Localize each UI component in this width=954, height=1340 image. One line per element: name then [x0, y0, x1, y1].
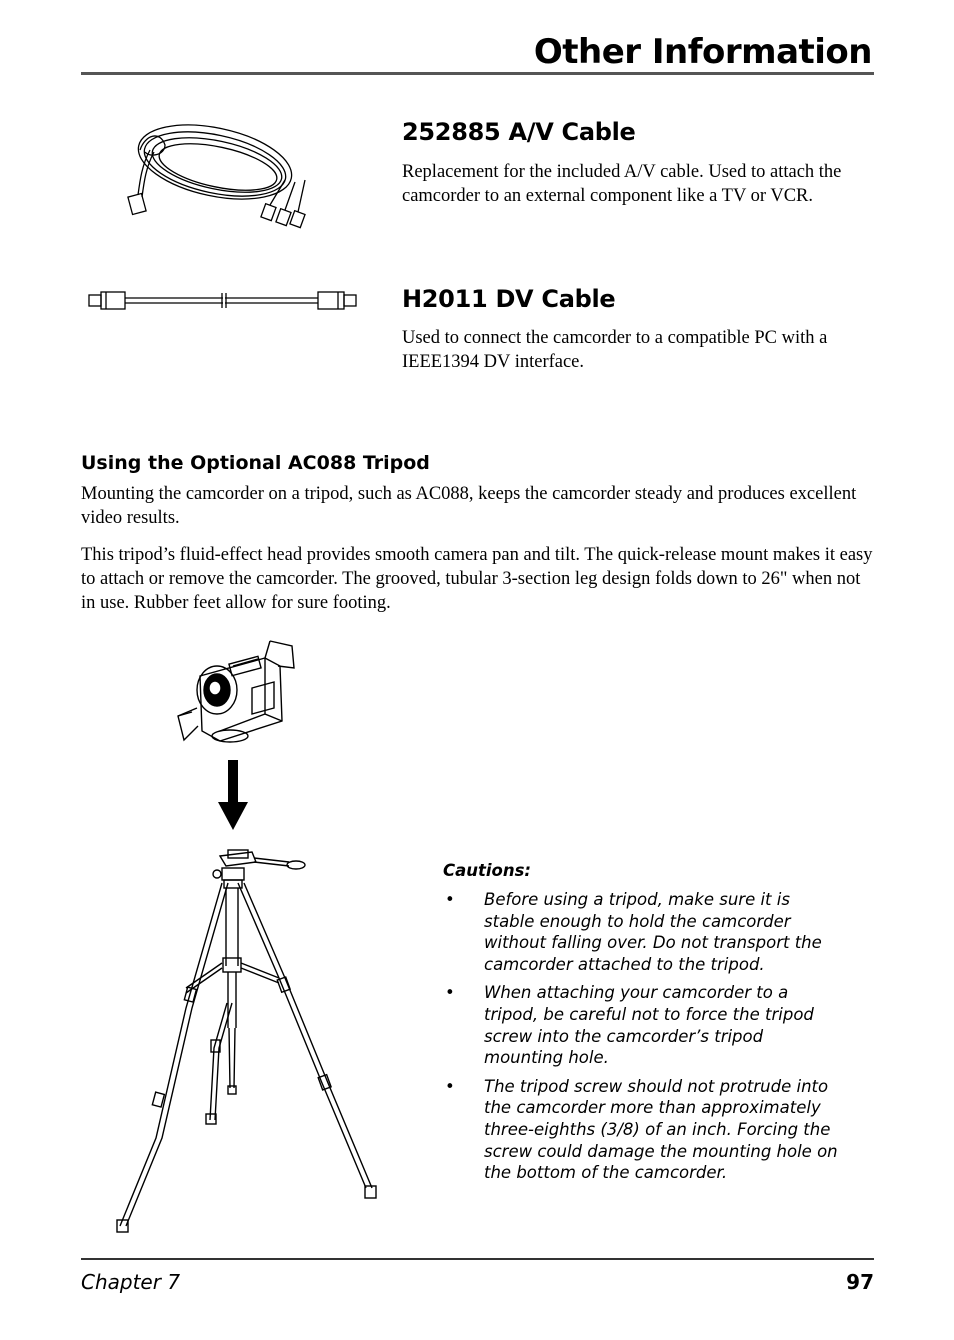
caution-text: Before using a tripod, make sure it is stable enough to hold the camcorder without falling over. Do not transport the camcorder attached to the tripod.: [484, 890, 822, 974]
tripod-paragraph-2: This tripod’s fluid-effect head provides smooth camera pan and tilt. The quick-release mount makes it easy to attach or remove the camcorder. The grooved, tubular 3-section leg design folds down to 26" when not in use. Rubber feet allow for sure footing.: [81, 545, 873, 613]
tripod-paragraph-1: Mounting the camcorder on a tripod, such as AC088, keeps the camcorder steady and produces excellent video results.: [81, 484, 857, 528]
av-cable-illustration: [120, 110, 330, 235]
caution-text: When attaching your camcorder to a tripod, be careful not to force the tripod screw into the camcorder’s tripod mounting hole.: [484, 983, 814, 1068]
bullet-icon: •: [445, 1076, 455, 1096]
cautions-heading: Cautions:: [443, 861, 532, 880]
product-description-av-cable: Replacement for the included A/V cable. Used to attach the camcorder to an external component like a TV or VCR.: [402, 162, 842, 206]
bullet-icon: •: [445, 890, 455, 909]
footer-chapter: Chapter 7: [81, 1270, 181, 1294]
header-divider: [81, 72, 874, 75]
caution-item: [443, 889, 843, 975]
product-title-dv-cable: H2011 DV Cable: [402, 285, 616, 313]
bullet-icon: •: [445, 983, 455, 1003]
dv-cable-illustration: [86, 288, 362, 314]
caution-item: [443, 982, 843, 1068]
footer-divider: [81, 1258, 874, 1260]
cautions-list: [443, 889, 843, 1191]
caution-text: The tripod screw should not protrude into the camcorder more than approximately three-eighths (3/8) of an inch. Forcing the screw could damage the mounting hole on the bottom of the camcorder.: [484, 1076, 838, 1183]
caution-item: [443, 1076, 843, 1184]
page-title: Other Information: [533, 32, 872, 72]
section-heading-tripod: Using the Optional AC088 Tripod: [81, 452, 430, 474]
product-description-dv-cable: Used to connect the camcorder to a compatible PC with a IEEE1394 DV interface.: [402, 328, 828, 372]
down-arrow-icon: [216, 760, 250, 832]
tripod-illustration: [104, 848, 384, 1238]
camcorder-illustration: [170, 636, 305, 748]
page-number: 97: [846, 1270, 874, 1294]
product-title-av-cable: 252885 A/V Cable: [402, 118, 636, 146]
